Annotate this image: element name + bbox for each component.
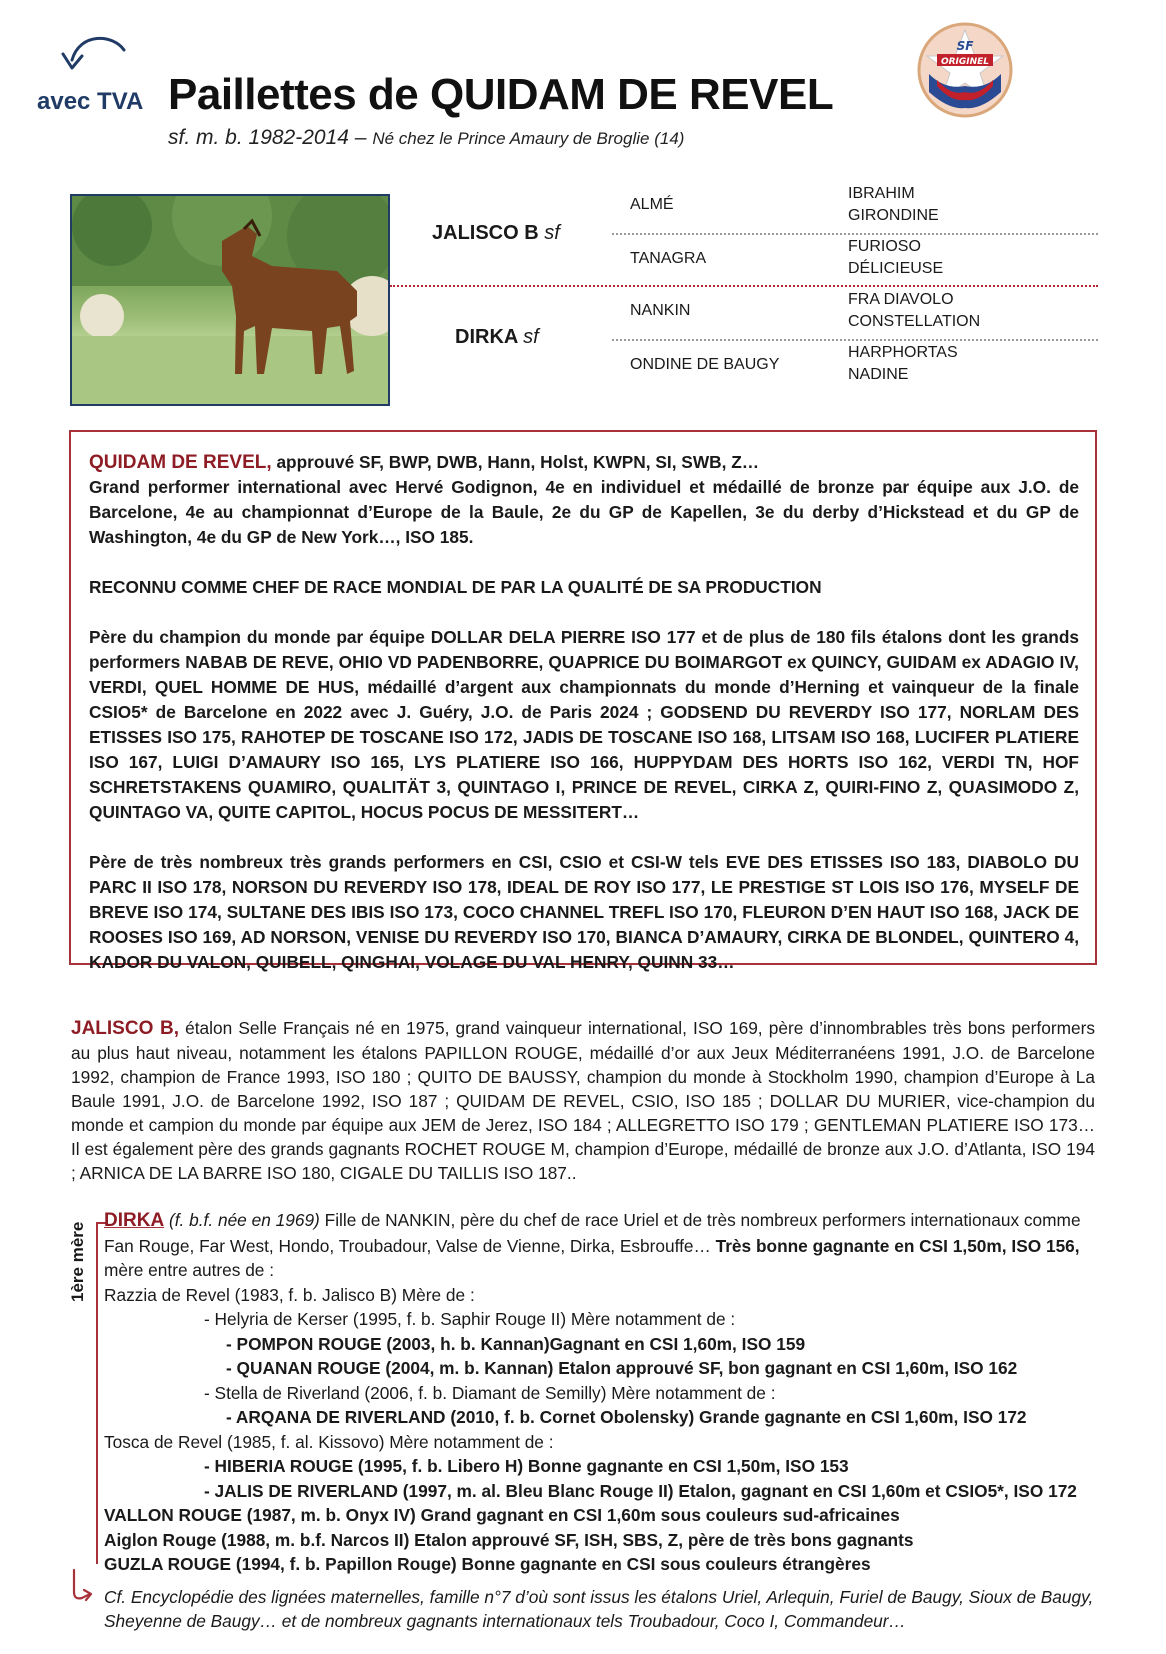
list-item: - HIBERIA ROUGE (1995, f. b. Libero H) Bonne gagnante en CSI 1,50m, ISO 153 (204, 1456, 849, 1476)
logo-text-banner: ORIGINEL (940, 57, 990, 67)
page-title: Paillettes de QUIDAM DE REVEL (168, 70, 834, 119)
curved-arrow-icon (58, 32, 138, 82)
sire-dam: TANAGRA (630, 250, 707, 267)
mere-label: 1ère mère (68, 1221, 87, 1302)
list-item: - Helyria de Kerser (1995, f. b. Saphir Rouge II) Mère notamment de : (204, 1309, 736, 1329)
list-item: - JALIS DE RIVERLAND (1997, m. al. Bleu Blanc Rouge II) Etalon, gagnant en CSI 1,60m et CSIO5*, ISO 172 (204, 1480, 1077, 1501)
subtitle (168, 126, 684, 150)
sire-name: JALISCO B sf (432, 222, 560, 244)
dirka-intro: Fille de NANKIN, père du chef de race Uriel et de très nombreux performers internationaux comme Fan Rouge, Far West, Hondo, Troubadour, Valse de Vienne, Dirka, Esbrouffe… (104, 1210, 1081, 1256)
list-item: Razzia de Revel (1983, f. b. Jalisco B) Mère de : (104, 1284, 475, 1305)
g3-5: FRA DIAVOLO (848, 291, 954, 308)
description-box-text (89, 450, 1079, 1000)
jalisco-text: étalon Selle Français né en 1975, grand vainqueur international, ISO 169, père d’innombrables très bons performers au plus haut niveau, notamment les étalons PAPILLON ROUGE, médaillé d’or aux Jeux Méditerranéens 1991, J.O. de Barcelone 1992, champion de France 1993, ISO 180 ; QUITO DE BAUSSY, champion du monde à Stockholm 1990, champion d’Europe à La Baule 1991, J.O. de Barcelone 1992, ISO 187 ; QUIDAM DE REVEL, CSIO, ISO 185 ; DOLLAR DU MURIER, vice-champion du monde et campion du monde par équipe aux JEM de Jerez, ISO 184 ; ALLEGRETTO ISO 179 ; GENTLEMAN PLATIERE ISO 173… Il est également père des grands gagnants ROCHET ROUGE M, champion d’Europe, médaillé de bronze aux J.O. d’Atlanta, ISO 194 ; ARNICA DE LA BARRE ISO 180, CIGALE DU TAILLIS ISO 187.. (71, 1018, 1095, 1183)
list-item: GUZLA ROUGE (1994, f. b. Papillon Rouge) Bonne gagnante en CSI sous couleurs étrangères (104, 1554, 871, 1574)
list-item: - POMPON ROUGE (2003, h. b. Kannan)Gagnant en CSI 1,60m, ISO 159 (226, 1333, 806, 1354)
sire-sire: ALMÉ (630, 196, 674, 213)
g3-8: NADINE (848, 366, 909, 383)
box-heading: QUIDAM DE REVEL, (89, 452, 272, 473)
g3-1: IBRAHIM (848, 185, 915, 202)
box-recognized: RECONNU COMME CHEF DE RACE MONDIAL DE PAR LA QUALITÉ DE SA PRODUCTION (89, 577, 822, 597)
dam-name: DIRKA sf (455, 326, 539, 348)
g3-3: FURIOSO (848, 238, 921, 255)
g3-7: HARPHORTAS (848, 344, 958, 361)
list-item: VALLON ROUGE (1987, m. b. Onyx IV) Grand gagnant en CSI 1,60m sous couleurs sud-africaines (104, 1505, 900, 1525)
list-item: Tosca de Revel (1985, f. al. Kissovo) Mère notamment de : (104, 1431, 554, 1452)
horse-photo (70, 194, 390, 406)
g3-2: GIRONDINE (848, 207, 939, 224)
encyclopedia-reference: Cf. Encyclopédie des lignées maternelles, famille n°7 d’où sont issus les étalons Uriel, Arlequin, Furiel de Baugy, Sioux de Baugy, Sheyenne de Baugy… et de nombreux gagnants internationaux tels Troubadour, Coco I, Commandeur… (104, 1587, 1094, 1631)
box-sons: Père du champion du monde par équipe DOLLAR DELA PIERRE ISO 177 et de plus de 180 fils étalons dont les grands performers NABAB DE REVE, OHIO VD PADENBORRE, QUAPRICE DU BOIMARGOT ex QUINCY, GUIDAM ex ADAGIO IV, VERDI, QUEL HOMME DE HUS, médaillé d’argent aux championnats du monde d’Herning et vainqueur de la finale CSIO5* de Barcelone en 2022 avec J. Guéry, J.O. de Paris 2024 ; GODSEND DU REVERDY ISO 177, NORLAM DES ETISSES ISO 175, RAHOTEP DE TOSCANE ISO 172, JADIS DE TOSCANE ISO 168, LITSAM ISO 168, LUCIFER PLATIERE ISO 167, LUIGI D’AMAURY ISO 165, LYS PLATIERE ISO 166, HUPPYDAM DES HORTS ISO 162, VERDI TN, HOF SCHRETSTAKENS QUAMIRO, QUALITÄT 3, QUINTAGO I, PRINCE DE REVEL, CIRKA Z, QUIRI-FINO Z, QUASIMODO Z, QUINTAGO VA, QUITE CAPITOL, HOCUS POCUS DE MESSITERT… (89, 627, 1079, 822)
tva-label: avec TVA (37, 88, 144, 115)
box-approved: approuvé SF, BWP, DWB, Hann, Holst, KWPN, SI, SWB, Z… (276, 452, 760, 472)
g3-6: CONSTELLATION (848, 313, 981, 330)
subtitle-birth: Né chez le Prince Amaury de Broglie (14) (372, 129, 685, 148)
g3-4: DÉLICIEUSE (848, 260, 944, 277)
jalisco-heading: JALISCO B, (71, 1018, 179, 1039)
dirka-intro-end: mère entre autres de : (104, 1260, 275, 1280)
sf-originel-logo (915, 20, 1015, 120)
jalisco-paragraph (71, 1016, 1095, 1185)
pedigree-divider (612, 233, 1098, 235)
list-item: - ARQANA DE RIVERLAND (2010, f. b. Cornet Obolensky) Grande gagnante en CSI 1,60m, ISO 172 (226, 1407, 1027, 1427)
dirka-birth: (f. b.f. née en 1969) (168, 1210, 320, 1230)
dirka-heading: DIRKA (104, 1210, 165, 1231)
hook-arrow-icon (68, 1568, 98, 1604)
dam-sire: NANKIN (630, 302, 691, 319)
list-item: - QUANAN ROUGE (2004, m. b. Kannan) Etalon approuvé SF, bon gagnant en CSI 1,60m, ISO 162 (226, 1358, 1018, 1378)
box-performers: Père de très nombreux très grands performers en CSI, CSIO et CSI-W tels EVE DES ETISSES ISO 183, DIABOLO DU PARC II ISO 178, NORSON DU REVERDY ISO 178, IDEAL DE ROY ISO 177, LE PRESTIGE ST LOIS ISO 176, MYSELF DE BREVE ISO 174, SULTANE DES IBIS ISO 173, COCO CHANNEL TREFL ISO 170, FLEURON D’EN HAUT ISO 168, JACK DE ROOSES ISO 169, AD NORSON, VENISE DU REVERDY ISO 170, BIANCA D’AMAURY, CIRKA DE BLONDEL, QUINTERO 4, KADOR DU VALON, QUIBELL, QINGHAI, VOLAGE DU VAL HENRY, QUINN 33… (89, 852, 1079, 972)
pedigree-divider (612, 339, 1098, 341)
dirka-intro-bold: Très bonne gagnante en CSI 1,50m, ISO 156, (715, 1235, 1080, 1256)
dam-dam: ONDINE DE BAUGY (630, 356, 780, 373)
box-performance: Grand performer international avec Hervé Godignon, 4e en individuel et médaillé de bronze par équipe aux J.O. de Barcelone, 4e au championnat d’Europe de la Baule, 2e du GP de Kapellen, 3e du derby d’Hickstead et du GP de Washington, 4e du GP de New York…, ISO 185. (89, 477, 1079, 547)
pedigree-divider-main (390, 285, 1098, 287)
list-item: - Stella de Riverland (2006, f. b. Diamant de Semilly) Mère notamment de : (204, 1382, 776, 1403)
list-item: Aiglon Rouge (1988, m. b.f. Narcos II) Etalon approuvé SF, ISH, SBS, Z, père de très bons gagnants (104, 1529, 914, 1550)
logo-text-sf: SF (956, 39, 974, 53)
dirka-section (104, 1208, 1096, 1577)
subtitle-main: sf. m. b. 1982-2014 – (168, 126, 367, 149)
